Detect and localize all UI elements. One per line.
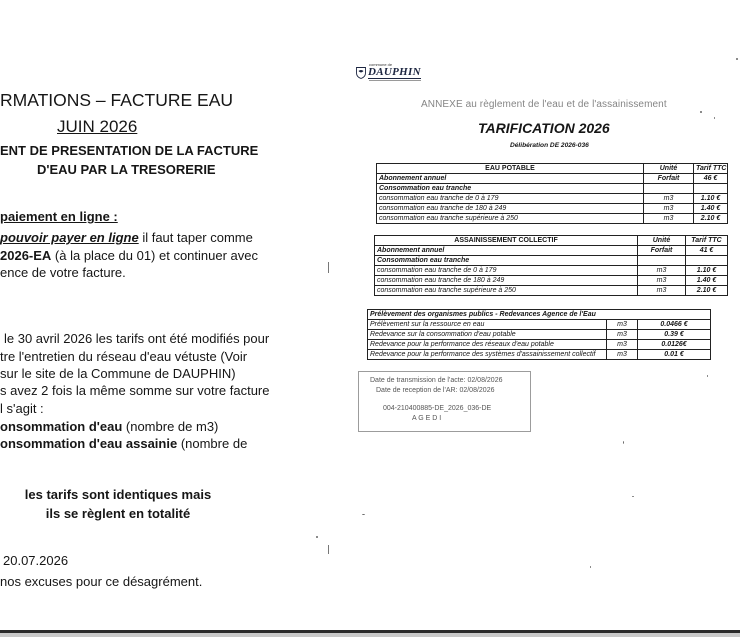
assainissement-table — [374, 235, 728, 296]
table-title: ASSAINISSEMENT COLLECTIF — [375, 236, 638, 246]
tranche-price: 1.10 € — [694, 194, 728, 204]
note-line-1: les tarifs sont identiques mais — [24, 487, 212, 502]
tariff-change-line-5: l s'agit : — [0, 401, 44, 416]
section-label: Consommation eau tranche — [375, 256, 638, 266]
table-row — [377, 204, 728, 214]
eau-potable-table — [376, 163, 728, 224]
scan-speck — [736, 58, 738, 60]
scan-speck — [714, 117, 715, 119]
table-row — [377, 184, 728, 194]
list-item — [0, 435, 247, 453]
section-heading-line-1: ENT DE PRESENTATION DE LA FACTURE — [0, 143, 259, 158]
empty-cell — [638, 256, 686, 266]
list-item-text: (nombre de m3) — [122, 419, 219, 434]
table-row — [377, 174, 728, 184]
stamp-agency: A G E D I — [412, 415, 442, 422]
scan-speck — [632, 496, 634, 497]
page-gutter-mark — [328, 262, 329, 273]
scan-speck — [362, 514, 365, 515]
online-payment-line-2 — [0, 247, 258, 265]
fee-unit: m3 — [607, 320, 638, 330]
table-row — [368, 340, 711, 350]
scan-edge-shadow — [0, 633, 740, 637]
table-row — [368, 330, 711, 340]
note-line-2: ils se règlent en totalité — [45, 506, 191, 521]
fee-label: Prélèvement sur la ressource en eau — [368, 320, 607, 330]
scan-speck — [316, 536, 318, 538]
empty-cell — [686, 256, 728, 266]
fee-label: Redevance pour la performance des réseaux d'eau potable — [368, 340, 607, 350]
subscription-price: 41 € — [686, 246, 728, 256]
subscription-price: 46 € — [694, 174, 728, 184]
section-label: Consommation eau tranche — [377, 184, 644, 194]
tranche-label: consommation eau tranche de 180 à 249 — [375, 276, 638, 286]
table-row — [375, 276, 728, 286]
tranche-label: consommation eau tranche de 180 à 249 — [377, 204, 644, 214]
tarification-title: TARIFICATION 2026 — [478, 120, 610, 136]
fee-price: 0.39 € — [638, 330, 711, 340]
fee-unit: m3 — [607, 330, 638, 340]
tranche-label: consommation eau tranche de 0 à 179 — [375, 266, 638, 276]
price-header: Tarif TTC — [694, 164, 728, 174]
scan-speck — [590, 566, 591, 568]
fee-price: 0.0466 € — [638, 320, 711, 330]
tariff-change-line-2: tre l'entretien du réseau d'eau vétuste (Voir — [0, 349, 248, 364]
online-payment-line-3: ence de votre facture. — [0, 265, 126, 280]
tranche-price: 2.10 € — [694, 214, 728, 224]
subscription-label: Abonnement annuel — [375, 246, 638, 256]
empty-cell — [644, 184, 694, 194]
table-row — [375, 286, 728, 296]
table-header-row — [375, 236, 728, 246]
table-row — [375, 246, 728, 256]
page-title: RMATIONS – FACTURE EAU — [0, 90, 234, 110]
online-payment-heading: paiement en ligne : — [0, 209, 118, 224]
redevances-table — [367, 309, 711, 360]
table-title: Prélèvement des organismes publics - Redevances Agence de l'Eau — [368, 310, 711, 320]
crest-icon — [356, 67, 366, 79]
list-item — [0, 418, 218, 436]
table-row — [368, 350, 711, 360]
subscription-label: Abonnement annuel — [377, 174, 644, 184]
tranche-unit: m3 — [638, 266, 686, 276]
table-row — [368, 320, 711, 330]
tranche-unit: m3 — [638, 276, 686, 286]
annex-heading: ANNEXE au règlement de l'eau et de l'assainissement — [421, 99, 667, 110]
subscription-unit: Forfait — [638, 246, 686, 256]
logo-divider — [369, 80, 421, 81]
logo-name: DAUPHIN — [368, 66, 421, 78]
fee-unit: m3 — [607, 340, 638, 350]
scan-speck — [700, 111, 702, 113]
tranche-label: consommation eau tranche de 0 à 179 — [377, 194, 644, 204]
tranche-unit: m3 — [638, 286, 686, 296]
table-title: EAU POTABLE — [377, 164, 644, 174]
tranche-price: 2.10 € — [686, 286, 728, 296]
tariff-change-line-1: le 30 avril 2026 les tarifs ont été modifiés pour — [4, 331, 270, 346]
empty-cell — [694, 184, 728, 194]
commune-logo — [355, 62, 425, 84]
tranche-unit: m3 — [644, 194, 694, 204]
stamp-reception-date: Date de reception de l'AR: 02/08/2026 — [376, 387, 495, 394]
stamp-transmission-date: Date de transmission de l'acte: 02/08/2026 — [370, 377, 503, 384]
online-payment-line-1-text: il faut taper comme — [138, 230, 253, 245]
tranche-unit: m3 — [644, 214, 694, 224]
stamp-reference: 004-210400885-DE_2026_036-DE — [383, 405, 492, 412]
unit-header: Unité — [638, 236, 686, 246]
tranche-price: 1.40 € — [686, 276, 728, 286]
logo-small-text: commune de — [369, 62, 393, 67]
table-row — [377, 194, 728, 204]
unit-header: Unité — [644, 164, 694, 174]
tariff-change-line-4: s avez 2 fois la même somme sur votre facture — [0, 383, 270, 398]
section-heading-line-2: D'EAU PAR LA TRESORERIE — [37, 162, 216, 177]
tranche-unit: m3 — [644, 204, 694, 214]
fee-unit: m3 — [607, 350, 638, 360]
document-date: 20.07.2026 — [3, 553, 69, 568]
online-payment-line-2-text: (à la place du 01) et continuer avec — [51, 248, 258, 263]
apology-line: nos excuses pour ce désagrément. — [0, 574, 203, 589]
tariff-change-line-3: sur le site de la Commune de DAUPHIN) — [0, 366, 236, 381]
list-item-text: (nombre de — [177, 436, 248, 451]
table-header-row — [368, 310, 711, 320]
subscription-unit: Forfait — [644, 174, 694, 184]
fee-label: Redevance sur la consommation d'eau potable — [368, 330, 607, 340]
list-item-emphasis: onsommation d'eau assainie — [0, 436, 178, 451]
tranche-price: 1.40 € — [694, 204, 728, 214]
price-header: Tarif TTC — [686, 236, 728, 246]
fee-price: 0.01 € — [638, 350, 711, 360]
online-payment-emphasis: pouvoir payer en ligne — [0, 230, 139, 245]
table-row — [375, 266, 728, 276]
deliberation-reference: Délibération DE 2026-036 — [510, 142, 589, 149]
list-item-emphasis: onsommation d'eau — [0, 419, 123, 434]
tranche-price: 1.10 € — [686, 266, 728, 276]
table-header-row — [377, 164, 728, 174]
scan-speck — [623, 441, 624, 444]
scan-speck — [707, 375, 708, 377]
online-payment-line-1 — [0, 229, 253, 247]
tranche-label: consommation eau tranche supérieure à 250 — [377, 214, 644, 224]
fee-price: 0.0126€ — [638, 340, 711, 350]
fee-label: Redevance pour la performance des systèmes d'assainissement collectif — [368, 350, 607, 360]
transmission-stamp — [358, 371, 531, 432]
payment-code: 2026-EA — [0, 248, 52, 263]
table-row — [375, 256, 728, 266]
month-heading: JUIN 2026 — [57, 117, 138, 136]
page-gutter-mark — [328, 545, 329, 554]
table-row — [377, 214, 728, 224]
tranche-label: consommation eau tranche supérieure à 250 — [375, 286, 638, 296]
